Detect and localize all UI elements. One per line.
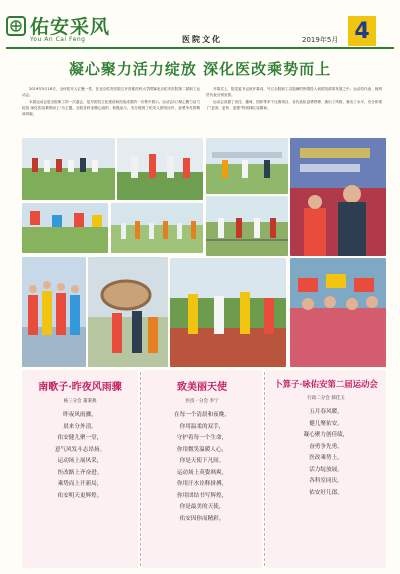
poem-line: 你是天使下凡间。 xyxy=(179,458,225,464)
poem-line: 守护着每一个生命， xyxy=(176,435,228,441)
poem-author: 行政二分会 郝佳玉 xyxy=(307,396,345,401)
poem-line: 活力绽放展， xyxy=(309,466,343,473)
article-paragraph: 开幕式上，院党委书记致开幕词，号召全院职工以饱满的热情投入到医院改革发展之中。运动员代表、裁判员代表分别宣誓。 xyxy=(206,87,382,98)
poem-line: 运动场上英姿飒爽， xyxy=(176,469,228,476)
poem-line: 昨夜风雨骤， xyxy=(63,412,97,418)
photo-stage-speech xyxy=(290,138,386,256)
photo-rope-game xyxy=(206,196,288,256)
poem-angel xyxy=(142,370,262,568)
hospital-logo-icon xyxy=(6,16,26,36)
poem-title: 致美丽天使 xyxy=(177,382,227,393)
page-number: 4 xyxy=(348,16,376,46)
poem-line: 在每一个清晨和夜晚， xyxy=(174,412,230,418)
poem-line: 佑安健儿聚一堂， xyxy=(57,435,103,441)
poem-line: 佑安因你而精彩。 xyxy=(179,515,225,522)
photo-team-flags xyxy=(22,203,108,253)
poem-line: 你用汗水诠释拼搏， xyxy=(176,481,228,487)
photo-opening-ceremony xyxy=(22,138,115,200)
poem-lines xyxy=(22,410,138,502)
poem-title: 南歌子·昨夜风雨骤 xyxy=(38,382,122,393)
poem-lines xyxy=(266,407,386,499)
poem-line: 运动场上展风采， xyxy=(57,458,103,464)
poem-line: 乘势而上开新局， xyxy=(57,481,103,487)
article-column-left xyxy=(22,86,200,118)
photo-group-exercise xyxy=(111,203,203,253)
masthead-pinyin: You An Cai Feng xyxy=(30,36,86,43)
poem-line: 你用微笑温暖人心， xyxy=(176,446,228,453)
poem-line: 医改乘势上， xyxy=(309,455,343,461)
poem-line: 医改路上齐奋进。 xyxy=(57,469,103,476)
photo-relay-running xyxy=(117,138,203,200)
poem-divider xyxy=(140,372,141,566)
poem-busuanzi xyxy=(266,370,386,568)
poem-line: 你是最美的天使， xyxy=(179,504,225,510)
poem-line: 凝心聚力创佳绩， xyxy=(303,432,349,438)
issue-date: 2019年5月 xyxy=(302,36,339,44)
poem-lines xyxy=(142,410,262,525)
article-column-right xyxy=(206,86,382,112)
poem-line: 奋勇争先勇。 xyxy=(309,443,343,450)
poem-title: 卜算子·咏佑安第二届运动会 xyxy=(274,379,378,389)
article-paragraph: 2019年5月18日，全体佑安人汇聚一堂，在北京佑安医院召开首都医科大学附属北京佑安医院第二届职工运动会。 xyxy=(22,87,200,98)
article-paragraph: 运动会设置了田径、趣味、团体等多个比赛项目，各代表队奋勇拼搏，赛出了风格、赛出了水平，充分体现了"更高、更快、更强"的奥林匹克精神。 xyxy=(206,99,382,111)
poem-line: 晨来分外清。 xyxy=(63,423,97,430)
masthead-title: 佑安采风 xyxy=(30,16,111,38)
poem-author: 医技一分会 李宁 xyxy=(185,399,219,404)
poem-line: 你用团结书写辉煌， xyxy=(176,492,228,499)
poem-line: 各科室同庆， xyxy=(309,478,343,484)
photo-sprint-track xyxy=(206,138,288,194)
poem-line: 意气风发斗志昂扬。 xyxy=(54,446,106,453)
article-paragraph: 本届运动会是全院职工的一次盛会，是对医院文化建设和医改成果的一次集中展示。运动会以"凝心聚力活力绽放 深化医改乘势而上"为主题，全院各科室精心组织、积极参与，充分展现了佑安人团结协作、奋勇争先的精神风貌。 xyxy=(22,99,200,117)
page-header xyxy=(0,0,400,50)
poem-line: 佑安好儿郎。 xyxy=(309,489,343,496)
header-rule xyxy=(6,47,394,49)
poem-line: 佑安明天更辉煌。 xyxy=(57,492,103,499)
section-name: 医院文化 xyxy=(182,35,222,44)
photo-team-group xyxy=(290,258,386,367)
poem-line: 你用温柔的双手， xyxy=(179,423,225,430)
photo-tire-game xyxy=(88,257,168,367)
poem-author: 核三分会 董秉燕 xyxy=(63,399,97,404)
article-headline: 凝心聚力活力绽放 深化医改乘势而上 xyxy=(68,60,332,78)
poem-divider xyxy=(264,372,265,566)
poem-line: 健儿聚佑安。 xyxy=(309,420,343,427)
poem-nangezi xyxy=(22,370,138,568)
poem-line: 五月春风暖， xyxy=(309,409,343,415)
photo-racing-runners xyxy=(170,258,286,367)
photo-award-podium xyxy=(22,257,86,367)
